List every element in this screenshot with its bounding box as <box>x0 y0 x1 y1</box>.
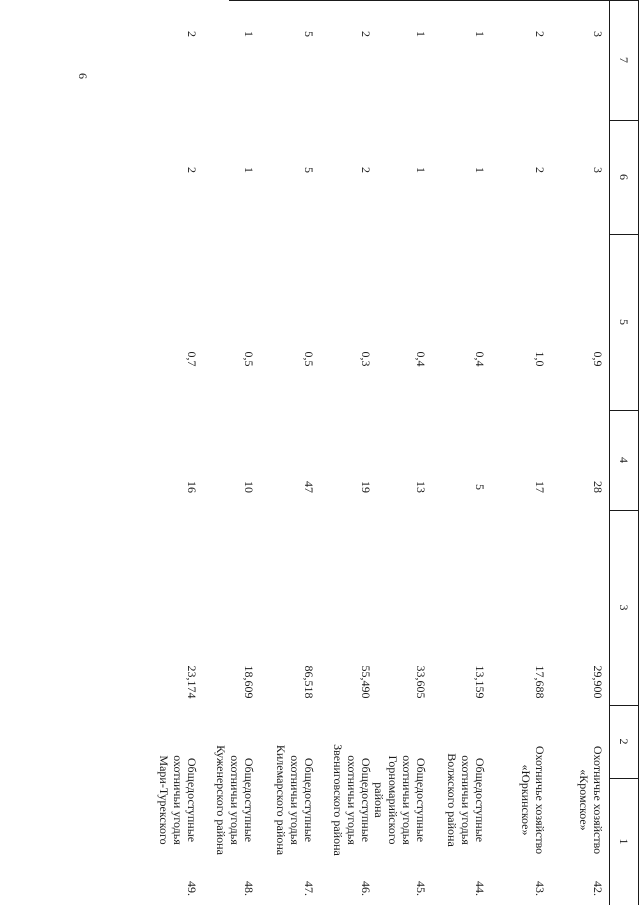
value-c3: 18,609 <box>242 665 256 699</box>
name-line: Общедоступные <box>185 757 199 843</box>
row-number: 44. <box>473 881 487 896</box>
value-c4: 19 <box>359 481 373 493</box>
name-line: охотничьи угодья <box>459 755 473 845</box>
value-c6: 5 <box>302 167 316 173</box>
row-number: 46. <box>359 881 373 896</box>
column-header-2: 2 <box>617 738 631 745</box>
hunting-ground-name <box>214 720 256 880</box>
value-c6: 2 <box>359 167 373 173</box>
value-c4: 5 <box>473 484 487 490</box>
value-c6: 2 <box>185 167 199 173</box>
hunting-ground-name <box>157 720 199 880</box>
hunting-ground-name <box>519 720 547 880</box>
value-c3: 23,174 <box>185 665 199 699</box>
name-line: Общедоступные <box>359 757 373 843</box>
value-c7: 5 <box>302 31 316 37</box>
name-line: Общедоступные <box>473 757 487 843</box>
name-line: «Юркинское» <box>519 764 533 836</box>
row-number: 48. <box>242 881 256 896</box>
row-number: 42. <box>591 881 605 896</box>
value-c6: 1 <box>414 167 428 173</box>
name-line: Охотничье хозяйство <box>533 745 547 855</box>
value-c4: 28 <box>591 481 605 493</box>
value-c7: 1 <box>473 31 487 37</box>
value-c7: 1 <box>242 31 256 37</box>
row-number: 43. <box>533 881 547 896</box>
name-line: Мари-Турекского <box>157 755 171 845</box>
row-number: 49. <box>185 881 199 896</box>
name-line: Волжского района <box>445 753 459 847</box>
name-line: Охотничье хозяйство <box>591 745 605 855</box>
name-line: Общедоступные <box>414 757 428 843</box>
value-c5: 0,5 <box>242 351 256 367</box>
value-c4: 16 <box>185 481 199 493</box>
value-c5: 0,5 <box>302 351 316 367</box>
name-line: Звениговского района <box>331 744 345 856</box>
value-c3: 55,490 <box>359 665 373 699</box>
name-line: Горномарийского <box>386 755 400 845</box>
name-line: Общедоступные <box>302 757 316 843</box>
value-c3: 29,900 <box>591 665 605 699</box>
value-c3: 86,518 <box>302 665 316 699</box>
name-line: Общедоступные <box>242 757 256 843</box>
column-header-3: 3 <box>617 604 631 611</box>
value-c3: 33,605 <box>414 665 428 699</box>
page-number: 6 <box>76 73 90 79</box>
header-bottom-border <box>609 0 610 905</box>
value-c7: 2 <box>185 31 199 37</box>
value-c6: 3 <box>591 167 605 173</box>
name-line: Куженерского района <box>214 745 228 855</box>
column-header-5: 5 <box>617 319 631 325</box>
row-number: 47. <box>302 881 316 896</box>
row-number: 45. <box>414 881 428 896</box>
value-c6: 1 <box>242 167 256 173</box>
value-c3: 13,159 <box>473 665 487 699</box>
table-left-border <box>229 0 639 1</box>
name-line: охотничьи угодья <box>400 755 414 845</box>
hunting-ground-name <box>274 720 316 880</box>
hunting-ground-name <box>445 720 487 880</box>
value-c5: 0,7 <box>185 351 199 367</box>
value-c4: 17 <box>533 481 547 493</box>
column-header-4: 4 <box>617 457 631 463</box>
value-c5: 0,3 <box>359 351 373 367</box>
name-line: района <box>372 782 386 818</box>
name-line: охотничьи угодья <box>228 755 242 845</box>
value-c5: 0,4 <box>414 351 428 367</box>
name-line: охотничьи угодья <box>345 755 359 845</box>
value-c7: 3 <box>591 31 605 37</box>
value-c5: 1,0 <box>533 351 547 367</box>
column-header-6: 6 <box>617 174 631 180</box>
value-c7: 2 <box>533 31 547 37</box>
value-c3: 17,688 <box>533 665 547 699</box>
name-line: «Кромское» <box>577 769 591 831</box>
hunting-ground-name <box>577 720 605 880</box>
value-c7: 2 <box>359 31 373 37</box>
value-c7: 1 <box>414 31 428 37</box>
name-line: охотничьи угодья <box>288 755 302 845</box>
value-c5: 0,4 <box>473 351 487 367</box>
name-line: охотничьи угодья <box>171 755 185 845</box>
value-c4: 13 <box>414 481 428 493</box>
name-line: Килемарского района <box>274 744 288 856</box>
value-c5: 0,9 <box>591 351 605 367</box>
hunting-ground-name <box>372 720 428 880</box>
column-header-7: 7 <box>617 57 631 63</box>
value-c6: 1 <box>473 167 487 173</box>
value-c4: 10 <box>242 481 256 493</box>
value-c4: 47 <box>302 481 316 493</box>
hunting-ground-name <box>331 720 373 880</box>
column-header-1: 1 <box>617 838 631 845</box>
value-c6: 2 <box>533 167 547 173</box>
